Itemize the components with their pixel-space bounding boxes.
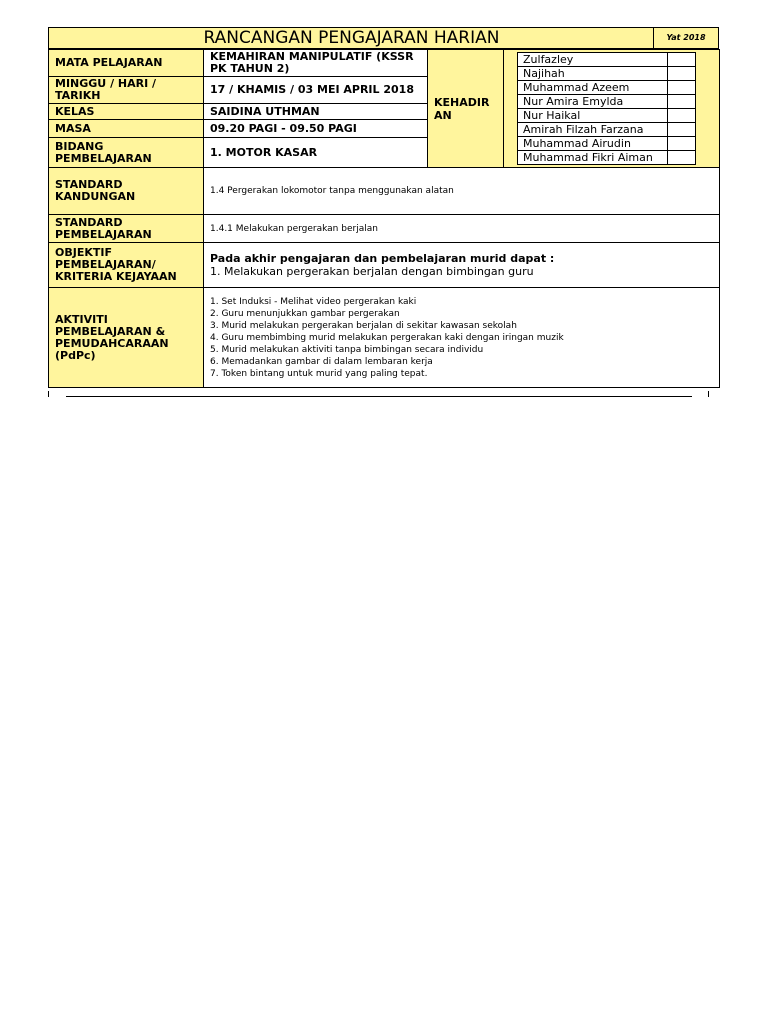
kelas-value: SAIDINA UTHMAN xyxy=(204,104,428,120)
attendance-row xyxy=(518,151,696,165)
masa-value: 09.20 PAGI - 09.50 PAGI xyxy=(204,120,428,138)
row-aktiviti xyxy=(49,288,720,388)
student-name: Nur Amira Emylda xyxy=(518,95,668,109)
aktiviti-item: 3. Murid melakukan pergerakan berjalan di sekitar kawasan sekolah xyxy=(210,320,517,331)
attendance-row xyxy=(518,137,696,151)
standard-kandungan-label: STANDARD KANDUNGAN xyxy=(49,168,204,215)
aktiviti-label: AKTIVITI PEMBELAJARAN & PEMUDAHCARAAN (PdPc) xyxy=(49,288,204,388)
mata-pelajaran-value: KEMAHIRAN MANIPULATIF (KSSR PK TAHUN 2) xyxy=(204,50,428,77)
year-label: Yat 2018 xyxy=(653,28,718,48)
mata-pelajaran-label: MATA PELAJARAN xyxy=(49,50,204,77)
attendance-mark-cell[interactable] xyxy=(668,67,696,81)
attendance-row xyxy=(518,123,696,137)
row-mata-pelajaran xyxy=(49,50,720,77)
aktiviti-item: 5. Murid melakukan aktiviti tanpa bimbingan secara individu xyxy=(210,344,484,355)
objektif-label: OBJEKTIF PEMBELAJARAN/ KRITERIA KEJAYAAN xyxy=(49,243,204,288)
bidang-label: BIDANG PEMBELAJARAN xyxy=(49,138,204,168)
student-name: Zulfazley xyxy=(518,53,668,67)
standard-kandungan-value: 1.4 Pergerakan lokomotor tanpa menggunakan alatan xyxy=(204,168,720,215)
attendance-mark-cell[interactable] xyxy=(668,53,696,67)
student-name: Amirah Filzah Farzana xyxy=(518,123,668,137)
aktiviti-item: 6. Memadankan gambar di dalam lembaran kerja xyxy=(210,356,433,367)
attendance-row xyxy=(518,67,696,81)
row-standard-pembelajaran xyxy=(49,215,720,243)
student-name: Muhammad Azeem xyxy=(518,81,668,95)
standard-pembelajaran-label: STANDARD PEMBELAJARAN xyxy=(49,215,204,243)
aktiviti-item: 4. Guru membimbing murid melakukan pergerakan kaki dengan iringan muzik xyxy=(210,332,564,343)
kehadiran-label: KEHADIR AN xyxy=(428,50,504,168)
attendance-row xyxy=(518,81,696,95)
page-title: RANCANGAN PENGAJARAN HARIAN xyxy=(203,28,500,48)
lesson-plan-table xyxy=(48,49,720,388)
attendance-mark-cell[interactable] xyxy=(668,81,696,95)
attendance-cell xyxy=(504,50,720,168)
student-name: Muhammad Fikri Aiman xyxy=(518,151,668,165)
student-name: Nur Haikal xyxy=(518,109,668,123)
attendance-list xyxy=(517,52,696,165)
attendance-mark-cell[interactable] xyxy=(668,137,696,151)
attendance-row xyxy=(518,95,696,109)
page-edge-mark-right xyxy=(708,391,709,397)
kelas-label: KELAS xyxy=(49,104,204,120)
masa-label: MASA xyxy=(49,120,204,138)
objektif-heading: Pada akhir pengajaran dan pembelajaran murid dapat : xyxy=(210,252,555,265)
aktiviti-item: 2. Guru menunjukkan gambar pergerakan xyxy=(210,308,400,319)
attendance-row xyxy=(518,53,696,67)
attendance-mark-cell[interactable] xyxy=(668,95,696,109)
minggu-value: 17 / KHAMIS / 03 MEI APRIL 2018 xyxy=(204,77,428,104)
bottom-divider xyxy=(66,396,692,397)
standard-pembelajaran-value: 1.4.1 Melakukan pergerakan berjalan xyxy=(204,215,720,243)
aktiviti-list xyxy=(204,288,720,388)
title-bar xyxy=(48,27,719,49)
objektif-item: 1. Melakukan pergerakan berjalan dengan bimbingan guru xyxy=(210,265,534,278)
bidang-value: 1. MOTOR KASAR xyxy=(204,138,428,168)
page-edge-mark-left xyxy=(48,391,49,397)
aktiviti-item: 1. Set Induksi - Melihat video pergerakan kaki xyxy=(210,296,417,307)
objektif-cell xyxy=(204,243,720,288)
attendance-mark-cell[interactable] xyxy=(668,109,696,123)
lesson-plan-sheet xyxy=(48,27,719,388)
minggu-label: MINGGU / HARI / TARIKH xyxy=(49,77,204,104)
attendance-mark-cell[interactable] xyxy=(668,151,696,165)
aktiviti-item: 7. Token bintang untuk murid yang paling tepat. xyxy=(210,368,428,379)
attendance-row xyxy=(518,109,696,123)
student-name: Najihah xyxy=(518,67,668,81)
attendance-mark-cell[interactable] xyxy=(668,123,696,137)
row-standard-kandungan xyxy=(49,168,720,215)
row-objektif xyxy=(49,243,720,288)
student-name: Muhammad Airudin xyxy=(518,137,668,151)
